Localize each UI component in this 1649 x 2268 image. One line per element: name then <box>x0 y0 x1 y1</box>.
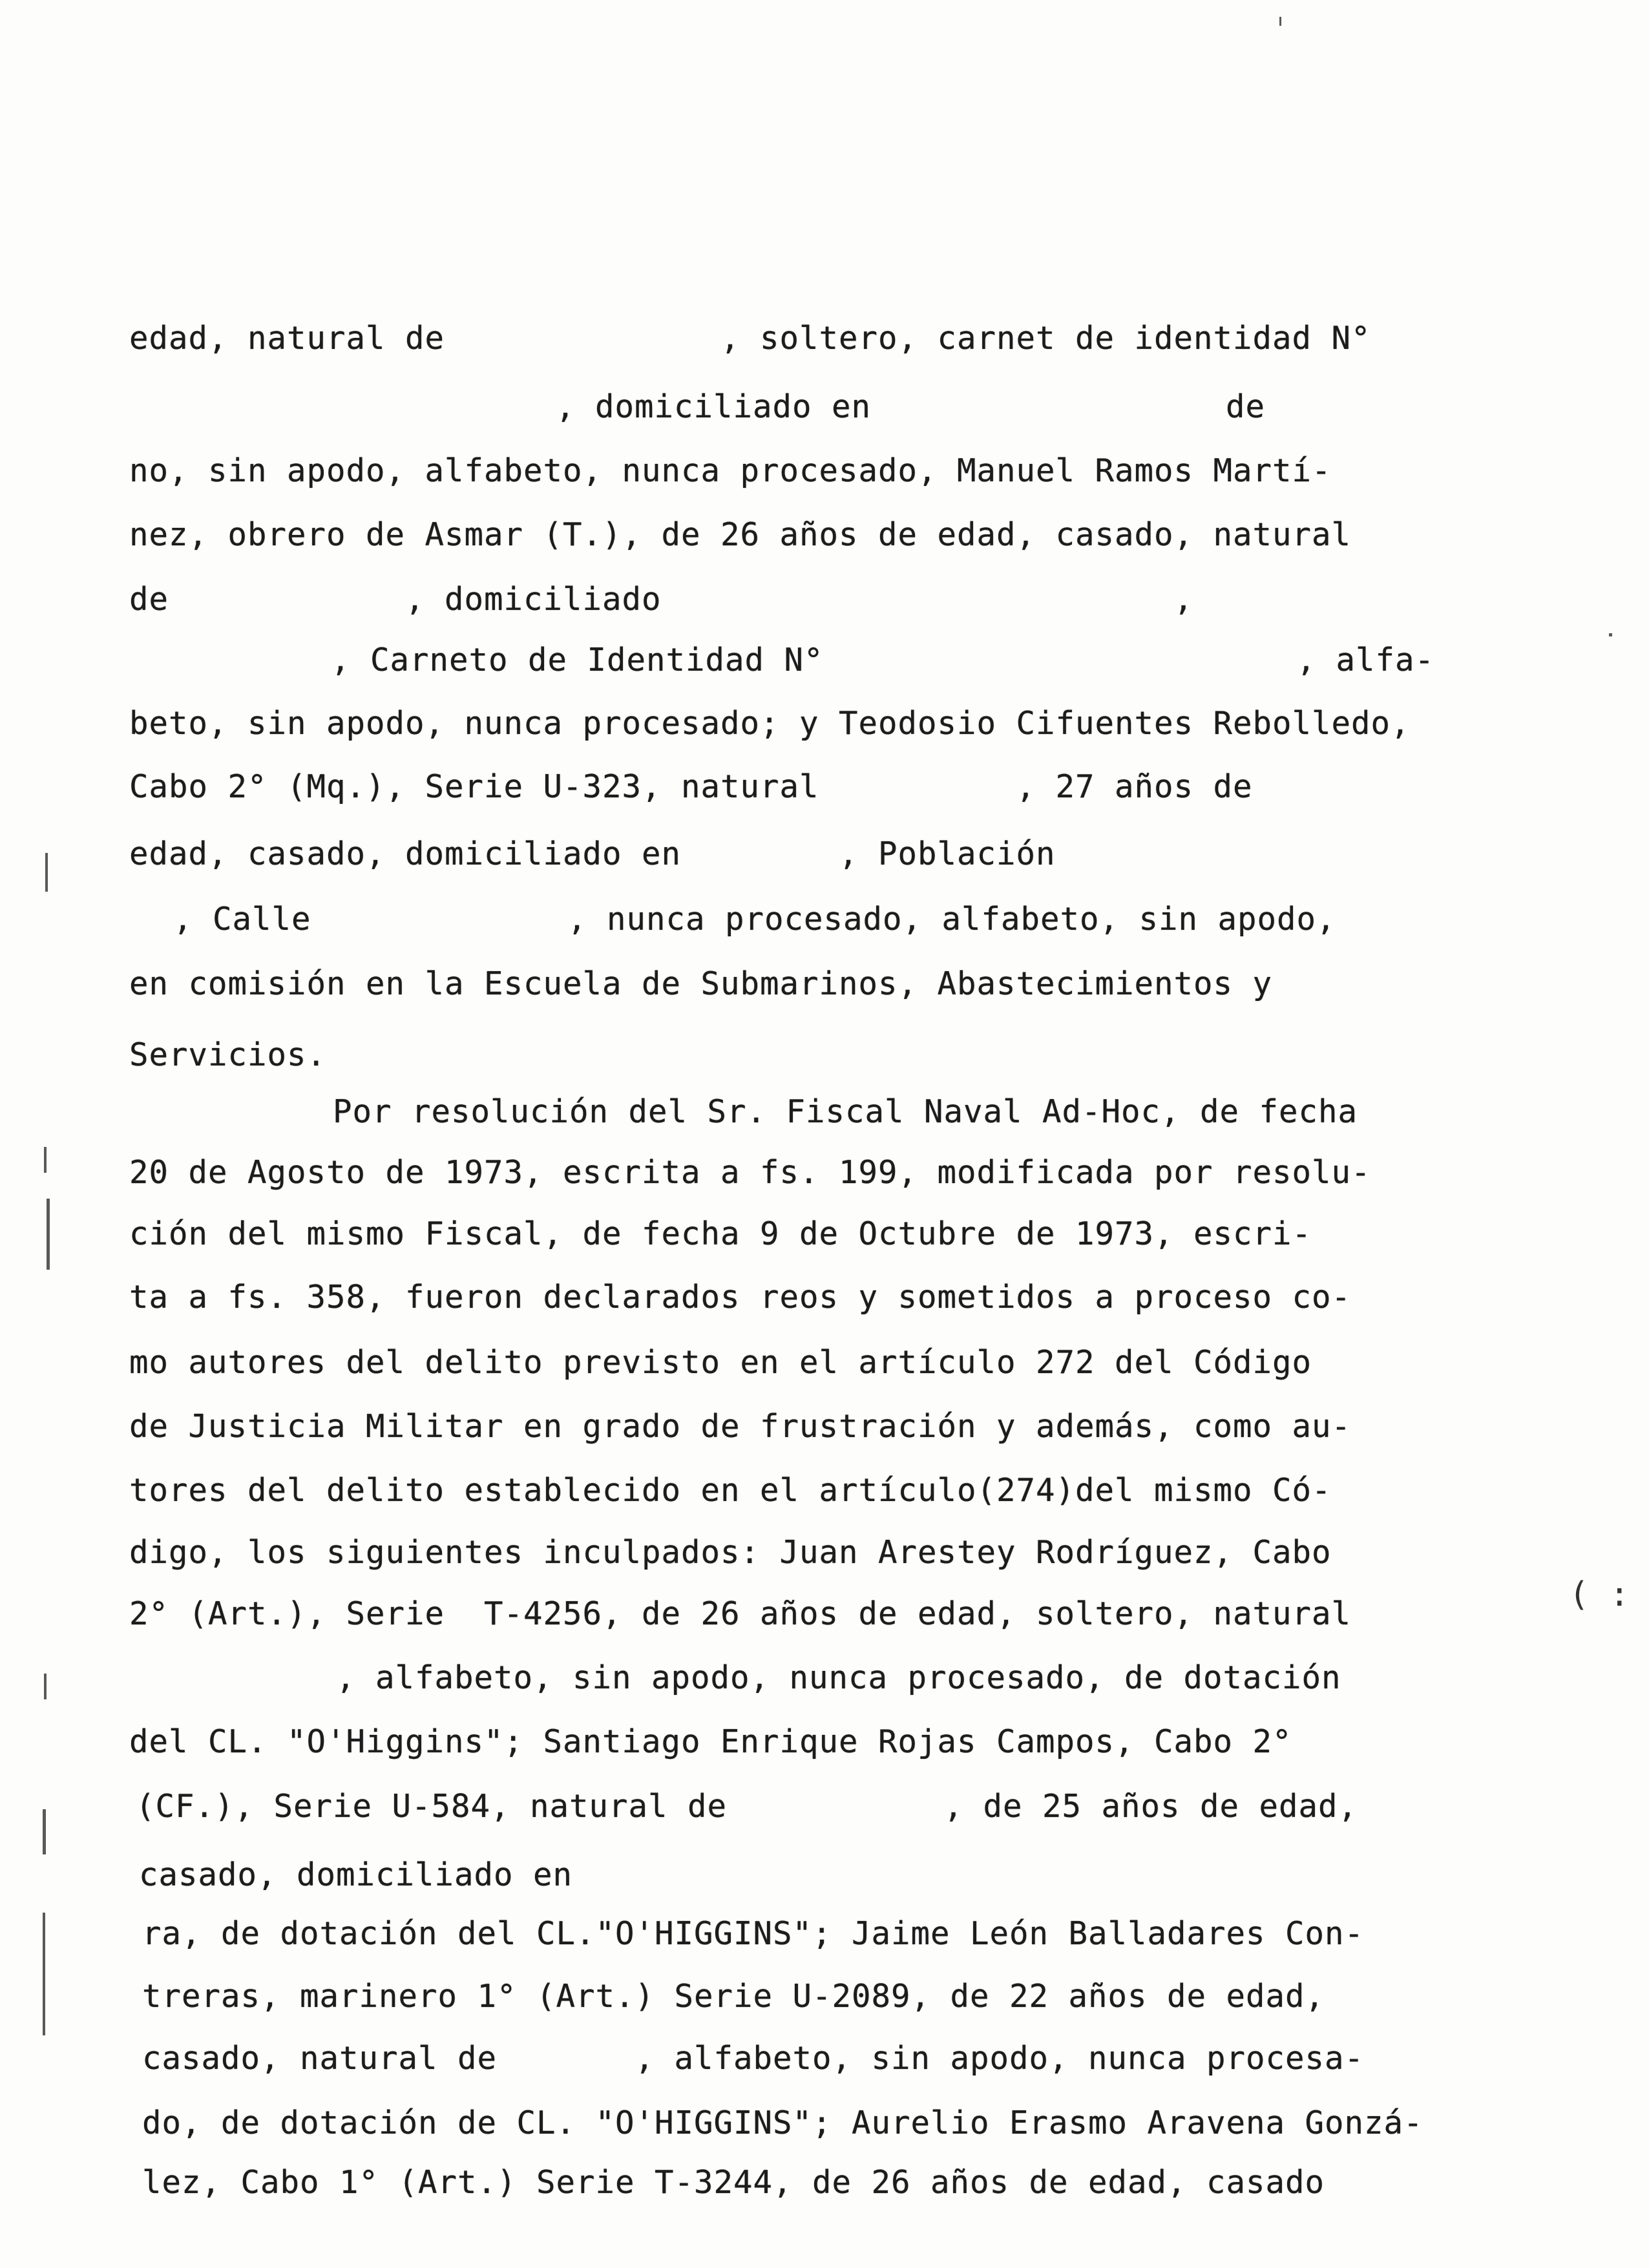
text-line-16: ta a fs. 358, fueron declarados reos y sometidos a proceso co- <box>129 1279 1352 1316</box>
text-line-13: Por resolución del Sr. Fiscal Naval Ad-Hoc, de fecha <box>333 1093 1358 1130</box>
margin-mark-2 <box>44 1147 47 1173</box>
text-line-15: ción del mismo Fiscal, de fecha 9 de Octubre de 1973, escri- <box>129 1215 1312 1252</box>
top-speck <box>1279 17 1281 26</box>
text-line-9: edad, casado, domiciliado en , Población <box>129 835 1056 872</box>
margin-glyph: ( : <box>1569 1575 1630 1614</box>
text-line-30: lez, Cabo 1° (Art.) Serie T-3244, de 26 años de edad, casado <box>142 2164 1325 2201</box>
text-line-24: (CF.), Serie U-584, natural de , de 25 años de edad, <box>136 1788 1358 1825</box>
text-line-27: treras, marinero 1° (Art.) Serie U-2089, de 22 años de edad, <box>142 1978 1325 2015</box>
text-line-8: Cabo 2° (Mq.), Serie U-323, natural , 27 años de <box>129 768 1253 805</box>
text-line-2: , domiciliado en de <box>556 388 1266 425</box>
text-line-28: casado, natural de , alfabeto, sin apodo, nunca procesa- <box>142 2040 1365 2077</box>
text-line-18: de Justicia Militar en grado de frustración y además, como au- <box>129 1408 1352 1445</box>
text-line-1: edad, natural de , soltero, carnet de identidad N° <box>129 320 1371 357</box>
text-line-25: casado, domiciliado en <box>139 1856 573 1893</box>
text-line-6: , Carneto de Identidad N° , alfa- <box>331 642 1435 678</box>
text-line-21: 2° (Art.), Serie T-4256, de 26 años de edad, soltero, natural <box>129 1595 1352 1632</box>
right-speck <box>1609 633 1612 636</box>
text-line-4: nez, obrero de Asmar (T.), de 26 años de edad, casado, natural <box>129 516 1352 553</box>
margin-mark-6 <box>43 1913 45 2035</box>
margin-mark-3 <box>47 1199 50 1270</box>
text-line-12: Servicios. <box>129 1036 327 1073</box>
text-line-14: 20 de Agosto de 1973, escrita a fs. 199, modificada por resolu- <box>129 1154 1371 1191</box>
margin-mark-4 <box>44 1674 47 1699</box>
text-line-23: del CL. "O'Higgins"; Santiago Enrique Rojas Campos, Cabo 2° <box>129 1723 1292 1760</box>
text-line-29: do, de dotación de CL. "O'HIGGINS"; Aurelio Erasmo Aravena Gonzá- <box>142 2105 1423 2141</box>
text-line-10: , Calle , nunca procesado, alfabeto, sin apodo, <box>173 901 1336 938</box>
text-line-5: de , domiciliado , <box>129 581 1194 618</box>
text-line-26: ra, de dotación del CL."O'HIGGINS"; Jaime León Balladares Con- <box>142 1915 1365 1952</box>
margin-mark-5 <box>43 1809 46 1854</box>
text-line-11: en comisión en la Escuela de Submarinos, Abastecimientos y <box>129 965 1273 1002</box>
text-line-19: tores del delito establecido en el artículo(274)del mismo Có- <box>129 1472 1332 1509</box>
text-line-3: no, sin apodo, alfabeto, nunca procesado, Manuel Ramos Martí- <box>129 452 1332 489</box>
text-line-17: mo autores del delito previsto en el artículo 272 del Código <box>129 1344 1312 1381</box>
text-line-20: digo, los siguientes inculpados: Juan Arestey Rodríguez, Cabo <box>129 1534 1332 1571</box>
margin-mark-1 <box>45 853 48 892</box>
text-line-7: beto, sin apodo, nunca procesado; y Teodosio Cifuentes Rebolledo, <box>129 705 1411 742</box>
text-line-22: , alfabeto, sin apodo, nunca procesado, de dotación <box>336 1659 1341 1696</box>
